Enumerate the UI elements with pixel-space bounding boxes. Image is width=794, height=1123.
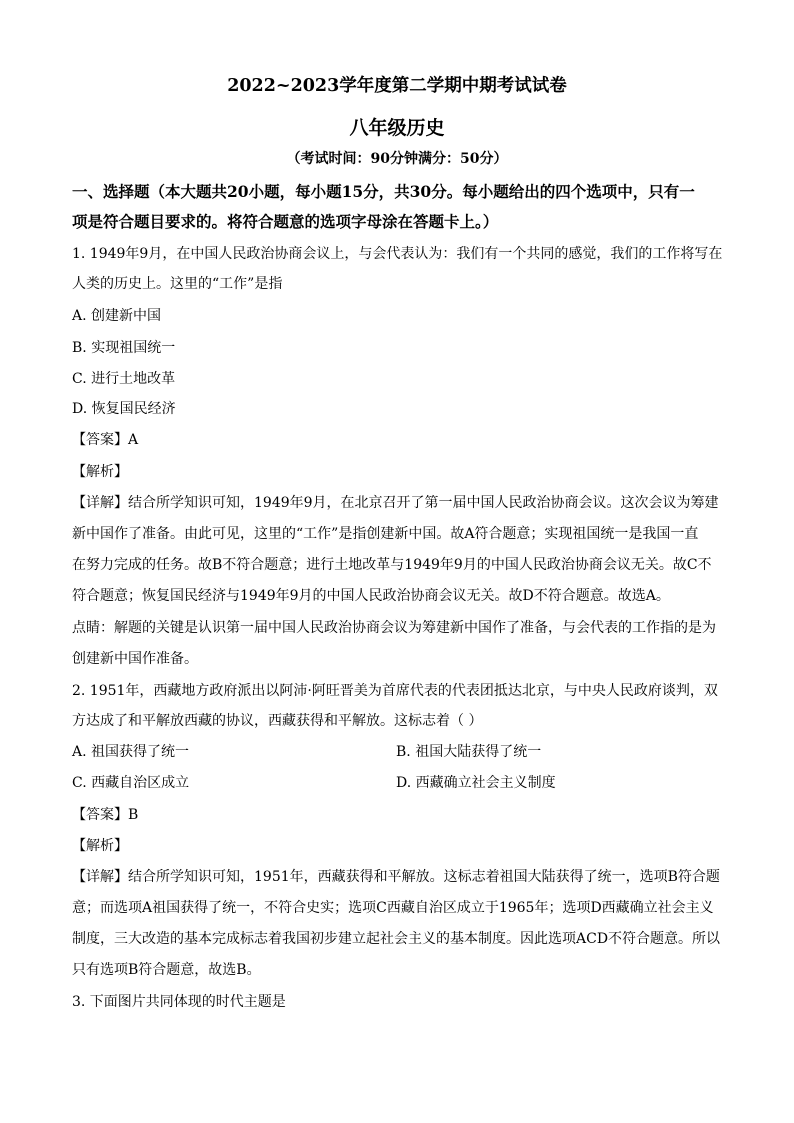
q1-option-c: C. 进行土地改革 xyxy=(72,371,176,387)
section-heading-line2: 项是符合题目要求的。将符合题意的选项字母涂在答题卡上。） xyxy=(72,212,499,231)
q1-stem-line2: 人类的历史上。这里的“工作”是指 xyxy=(72,276,283,292)
q2-option-b: B. 祖国大陆获得了统一 xyxy=(396,744,542,760)
q1-detail-line2: 新中国作了准备。由此可见，这里的“工作”是指创建新中国。故A符合题意；实现祖国统一是我国一直 xyxy=(72,526,699,542)
q2-detail-line2: 意；而选项A祖国获得了统一，不符合史实；选项C西藏自治区成立于1965年；选项D西藏确立社会主义 xyxy=(72,900,714,916)
q1-tip-line1: 点睛：解题的关键是认识第一届中国人民政治协商会议为筹建新中国作了准备，与会代表的工作指的是为 xyxy=(72,620,716,636)
q1-answer: 【答案】A xyxy=(72,432,139,448)
q1-detail-line3: 在努力完成的任务。故B不符合题意；进行土地改革与1949年9月的中国人民政治协商会议无关。故C不 xyxy=(72,557,712,573)
exam-title: 2022~2023学年度第二学期中期考试试卷 xyxy=(227,76,567,96)
section-heading-line1: 一、选择题（本大题共20小题，每小题15分，共30分。每小题给出的四个选项中，只有一 xyxy=(72,182,695,201)
q2-detail-line1: 【详解】结合所学知识可知，1951年，西藏获得和平解放。这标志着祖国大陆获得了统一，选项B符合题 xyxy=(72,869,720,885)
q1-option-a: A. 创建新中国 xyxy=(72,308,162,324)
q2-detail-line4: 只有选项B符合题意，故选B。 xyxy=(72,962,261,978)
q1-detail-line1: 【详解】结合所学知识可知，1949年9月，在北京召开了第一届中国人民政治协商会议。这次会议为筹建 xyxy=(72,495,719,511)
q1-stem-line1: 1. 1949年9月，在中国人民政治协商会议上，与会代表认为：我们有一个共同的感觉，我们的工作将写在 xyxy=(72,246,723,262)
q1-detail-line4: 符合题意；恢复国民经济与1949年9月的中国人民政治协商会议无关。故D不符合题意。故选A。 xyxy=(72,588,670,604)
q2-answer: 【答案】B xyxy=(72,807,139,823)
q2-option-a: A. 祖国获得了统一 xyxy=(72,744,190,760)
exam-info: （考试时间：90分钟满分：50分） xyxy=(286,151,508,167)
q3-stem-line1: 3. 下面图片共同体现的时代主题是 xyxy=(72,994,286,1010)
q1-option-b: B. 实现祖国统一 xyxy=(72,340,176,356)
q2-option-c: C. 西藏自治区成立 xyxy=(72,775,190,791)
q2-stem-line2: 方达成了和平解放西藏的协议，西藏获得和平解放。这标志着（ ） xyxy=(72,713,483,729)
exam-subject: 八年级历史 xyxy=(349,117,445,139)
q2-analysis-label: 【解析】 xyxy=(72,838,128,854)
q1-analysis-label: 【解析】 xyxy=(72,464,128,480)
q2-stem-line1: 2. 1951年，西藏地方政府派出以阿沛·阿旺晋美为首席代表的代表团抵达北京，与中央人民政府谈判，双 xyxy=(72,683,718,699)
q1-option-d: D. 恢复国民经济 xyxy=(72,401,176,417)
q2-detail-line3: 制度，三大改造的基本完成标志着我国初步建立起社会主义的基本制度。因此选项ACD不符合题意。所以 xyxy=(72,931,721,947)
q2-option-d: D. 西藏确立社会主义制度 xyxy=(396,775,556,791)
q1-tip-line2: 创建新中国作准备。 xyxy=(72,651,198,667)
